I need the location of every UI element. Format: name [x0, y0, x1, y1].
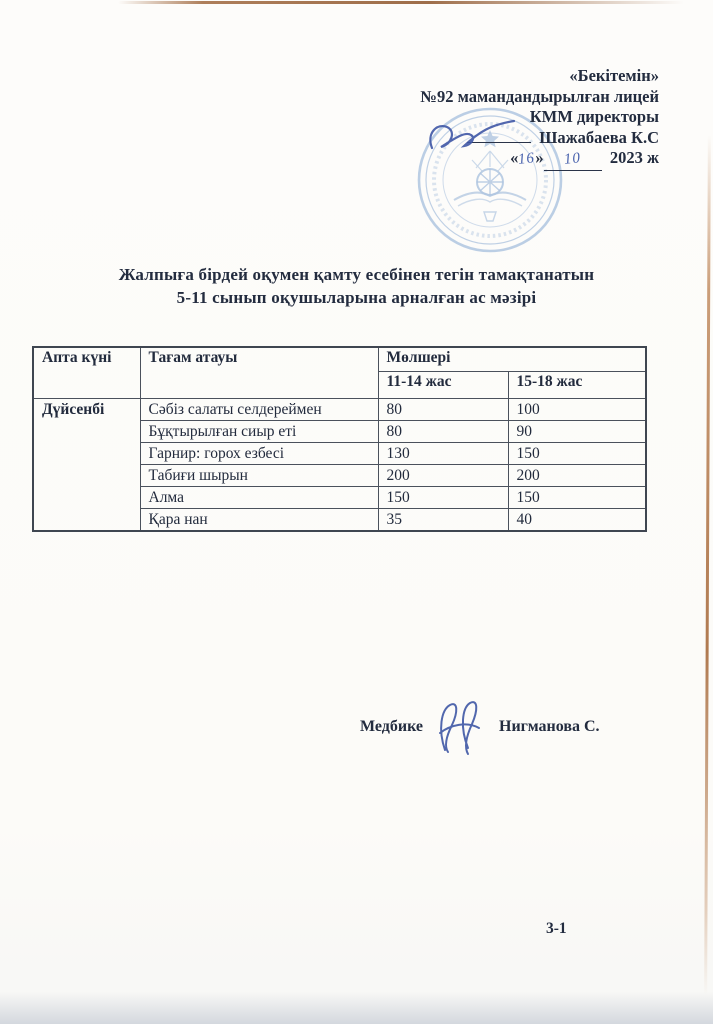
amount-11-14-cell: 80 — [378, 399, 508, 421]
col-header-age-15-18: 15-18 жас — [508, 372, 646, 399]
director-name: Шажабаева К.С — [539, 127, 659, 147]
document-title — [0, 264, 713, 309]
amount-11-14-cell: 80 — [378, 421, 508, 443]
dish-cell: Бұқтырылған сиыр еті — [140, 421, 378, 443]
scan-edge-top — [118, 1, 684, 4]
title-line-2: 5-11 сынып оқушыларына арналған ас мәзірі — [176, 287, 537, 307]
col-header-age-11-14: 11-14 жас — [378, 372, 508, 399]
amount-15-18-cell: 100 — [508, 399, 646, 421]
month-underline — [544, 148, 602, 171]
table-row — [33, 399, 646, 421]
col-header-amount: Мөлшері — [378, 347, 646, 372]
amount-15-18-cell: 150 — [508, 443, 646, 465]
col-header-day: Апта күні — [33, 347, 140, 399]
page-number: 3-1 — [546, 920, 567, 937]
title-line-1: Жалпыға бірдей оқумен қамту есебінен тегін тамақтанатын — [118, 265, 595, 284]
dish-cell: Сәбіз салаты селдереймен — [140, 399, 378, 421]
director-signature-icon — [424, 118, 516, 160]
amount-11-14-cell: 200 — [378, 465, 508, 487]
handwritten-day: 16 — [517, 150, 537, 168]
menu-table — [32, 346, 647, 532]
amount-15-18-cell: 40 — [508, 509, 646, 532]
dish-cell: Табиғи шырын — [140, 465, 378, 487]
date-close-quote: » — [535, 148, 544, 167]
nurse-signature-icon — [433, 698, 483, 756]
amount-11-14-cell: 35 — [378, 509, 508, 532]
amount-15-18-cell: 150 — [508, 487, 646, 509]
dish-cell: Қара нан — [140, 509, 378, 532]
day-cell: Дүйсенбі — [33, 399, 140, 532]
handwritten-month: 10 — [563, 150, 582, 168]
nurse-signature-line — [360, 698, 600, 756]
approval-line-role: КММ директоры — [529, 107, 659, 126]
dish-cell: Алма — [140, 487, 378, 509]
nurse-name: Нигманова С. — [499, 718, 600, 735]
amount-15-18-cell: 90 — [508, 421, 646, 443]
nurse-label: Медбике — [360, 718, 424, 735]
approval-line-approved: «Бекітемін» — [569, 66, 659, 85]
scan-edge-bottom — [0, 992, 713, 1024]
col-header-dish: Тағам атауы — [140, 347, 378, 399]
dish-cell: Гарнир: горох езбесі — [140, 443, 378, 465]
approval-line-school: №92 мамандандырылған лицей — [420, 86, 659, 106]
amount-11-14-cell: 150 — [378, 487, 508, 509]
date-open-quote: « — [510, 148, 519, 167]
amount-11-14-cell: 130 — [378, 443, 508, 465]
date-year: 2023 ж — [609, 148, 659, 167]
amount-15-18-cell: 200 — [508, 465, 646, 487]
